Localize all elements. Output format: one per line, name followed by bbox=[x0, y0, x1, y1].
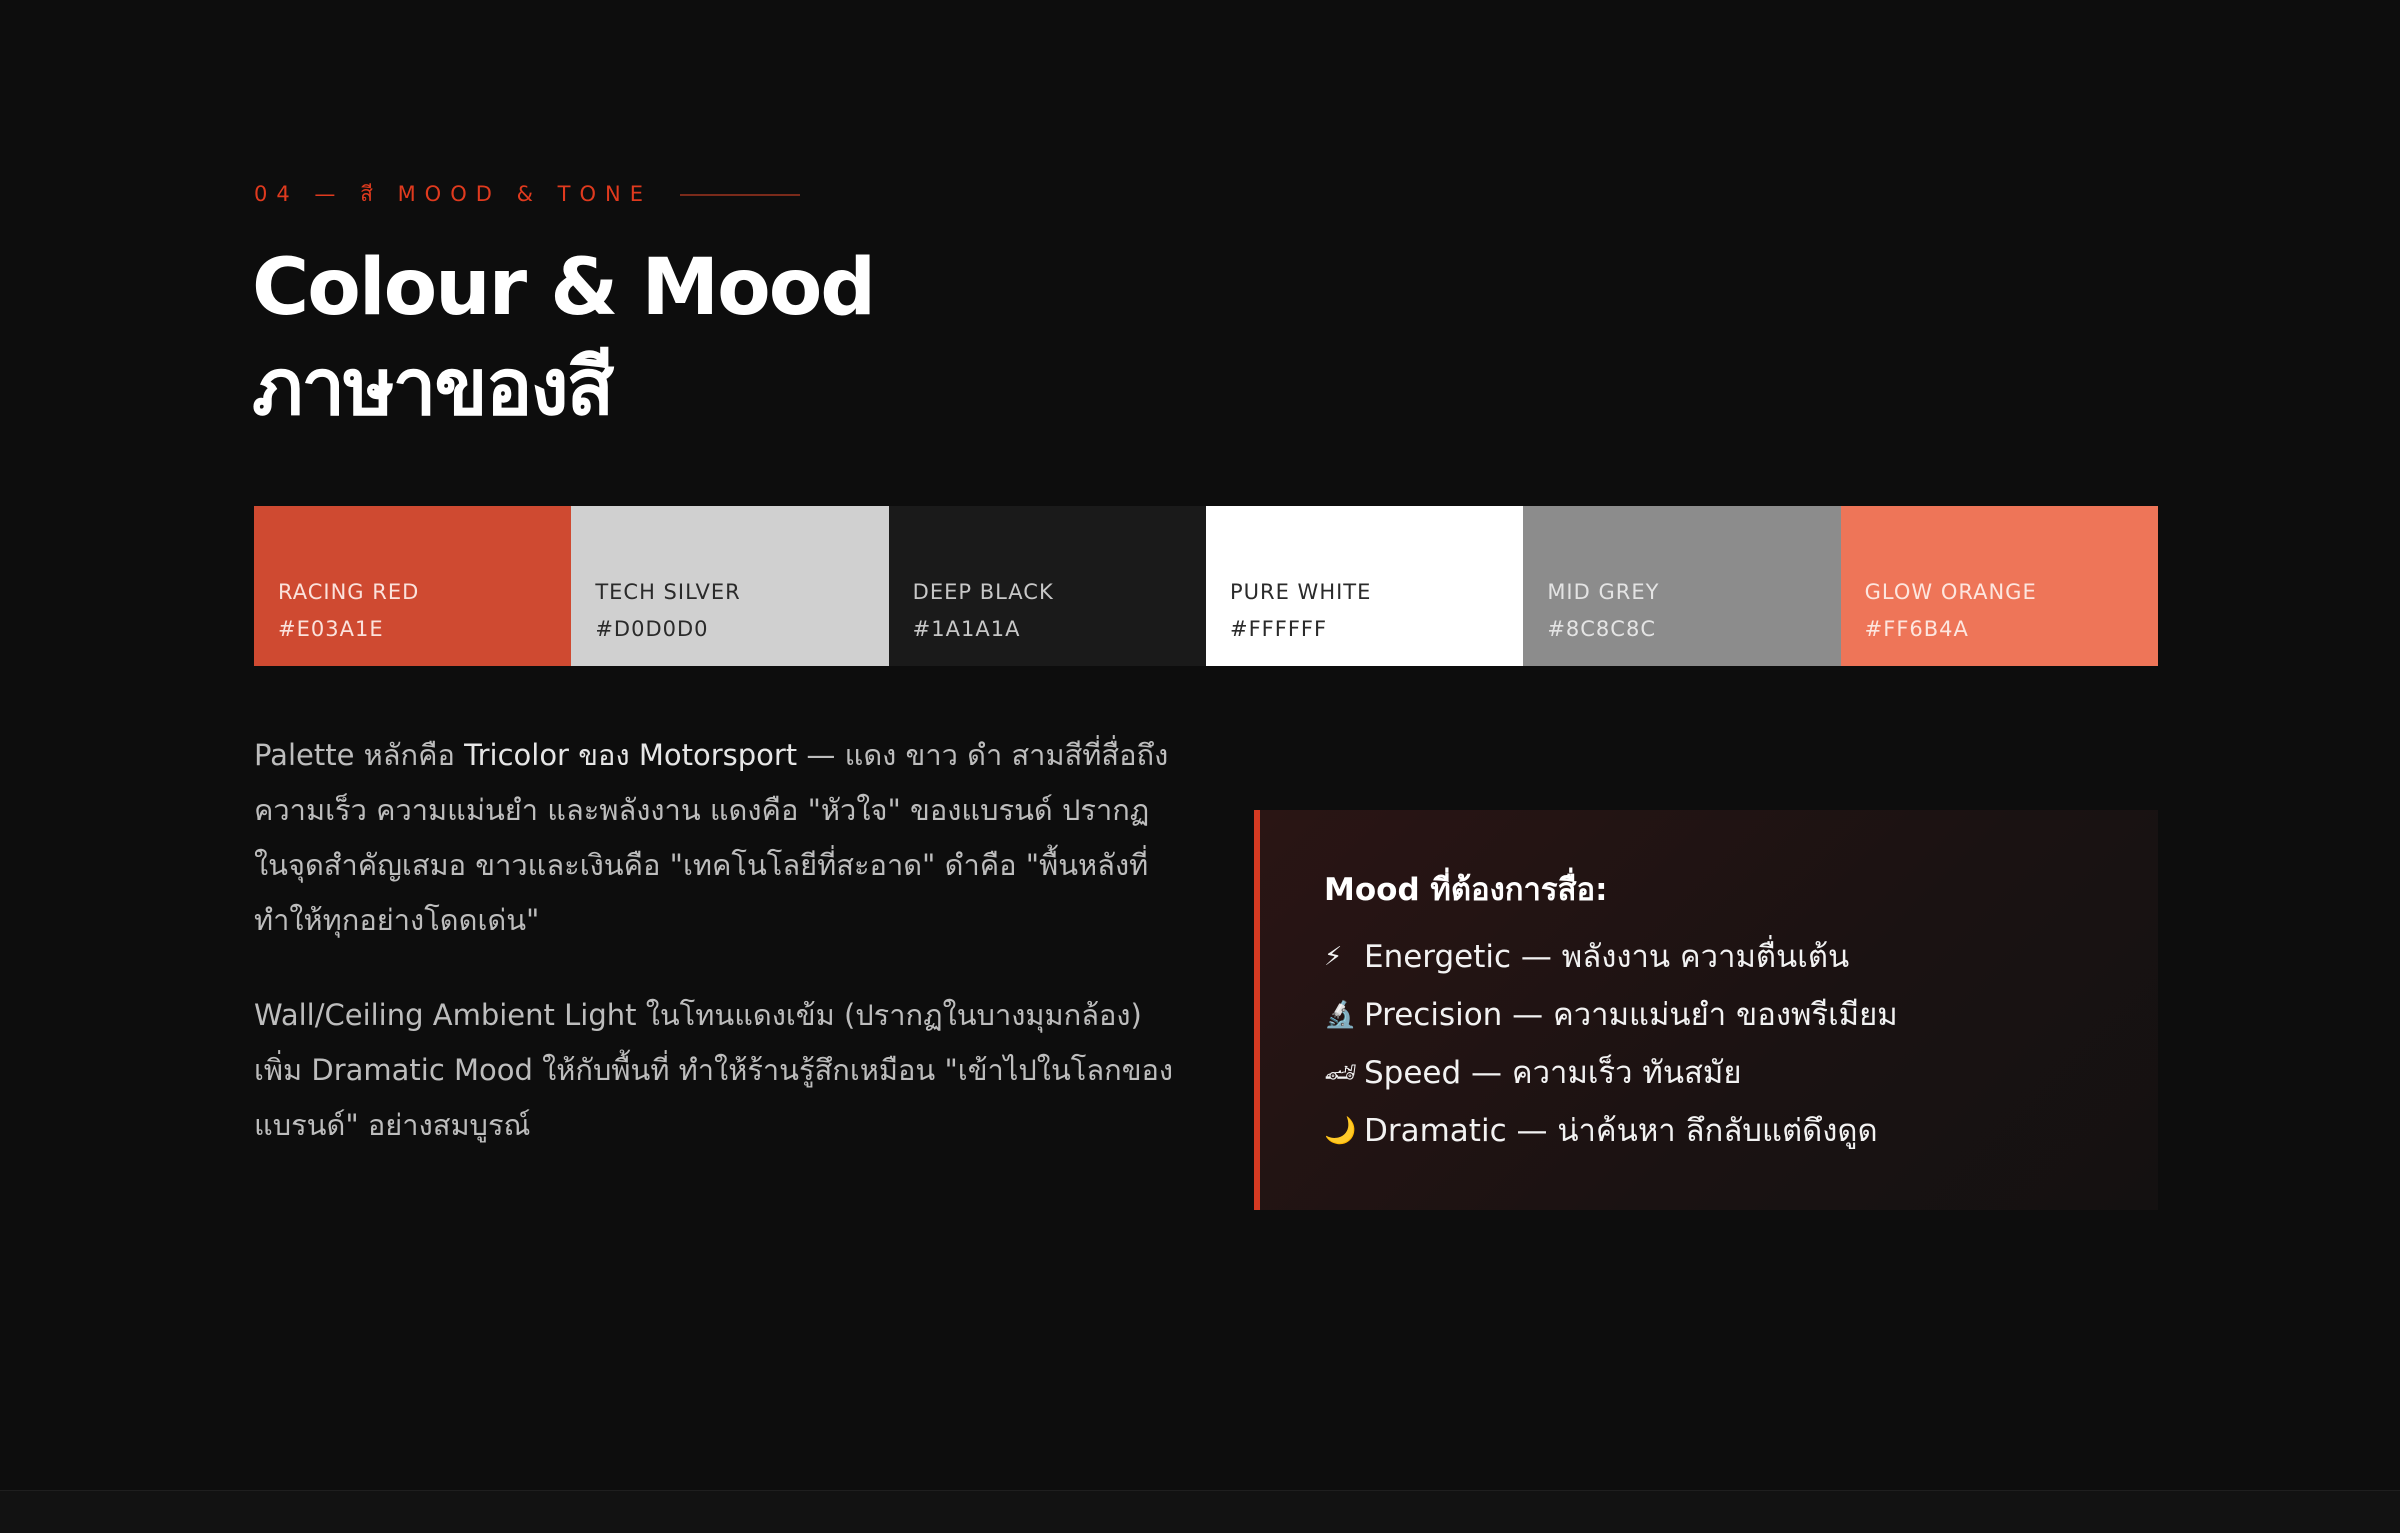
swatch-racing-red bbox=[254, 506, 571, 666]
eyebrow-label: 04 — สี MOOD & TONE bbox=[254, 182, 652, 206]
swatch-glow-orange bbox=[1841, 506, 2158, 666]
swatch-tech-silver bbox=[571, 506, 888, 666]
swatch-name: MID GREY bbox=[1547, 580, 1660, 604]
swatch-name: RACING RED bbox=[278, 580, 420, 604]
mood-item-speed bbox=[1324, 1044, 2158, 1102]
swatch-deep-black bbox=[889, 506, 1206, 666]
mood-item-label: Dramatic — น่าค้นหา ลึกลับแต่ดึงดูด bbox=[1364, 1113, 1878, 1149]
swatch-hex: #FFFFFF bbox=[1229, 617, 1328, 641]
race-car-icon: 🏎 bbox=[1324, 1058, 1358, 1088]
swatch-name: DEEP BLACK bbox=[912, 580, 1054, 604]
mood-card bbox=[1254, 810, 2158, 1210]
moon-icon: 🌙 bbox=[1324, 1116, 1357, 1146]
page-title bbox=[252, 238, 874, 438]
mood-item-label: Energetic — พลังงาน ความตื่นเต้น bbox=[1364, 939, 1850, 975]
swatch-name: PURE WHITE bbox=[1229, 580, 1372, 604]
microscope-icon: 🔬 bbox=[1324, 1000, 1357, 1030]
swatch-name: GLOW ORANGE bbox=[1864, 580, 2037, 604]
swatch-hex: #E03A1E bbox=[278, 617, 384, 641]
mood-item-dramatic bbox=[1324, 1102, 2158, 1160]
swatch-hex: #8C8C8C bbox=[1547, 617, 1656, 641]
body-paragraph-1 bbox=[254, 728, 1174, 948]
body-p1-rest: — แดง ขาว ดำ สามสีที่สื่อถึง ความเร็ว ความแม่นยำ และพลังงาน แดงคือ "หัวใจ" ของแบรนด์ ปรากฏในจุดสำคัญเสมอ ขาวและเงินคือ "เทคโนโลยีที่สะอาด" ดำคือ "พื้นหลังที่ทำให้ทุกอย่างโดดเด่น" bbox=[254, 738, 1169, 937]
mood-item-precision bbox=[1324, 986, 2158, 1044]
mood-title: Mood ที่ต้องการสื่อ: bbox=[1324, 872, 1608, 908]
swatch-name: TECH SILVER bbox=[595, 580, 741, 604]
swatch-mid-grey bbox=[1523, 506, 1840, 666]
swatch-hex: #FF6B4A bbox=[1864, 617, 1969, 641]
mood-item-energetic bbox=[1324, 928, 2158, 986]
body-p1-emphasis: Tricolor ของ Motorsport bbox=[464, 738, 798, 772]
section-eyebrow bbox=[254, 178, 800, 211]
body-paragraph-2: Wall/Ceiling Ambient Light ในโทนแดงเข้ม (ปรากฏในบางมุมกล้อง) เพิ่ม Dramatic Mood ให้กับพื้นที่ ทำให้ร้านรู้สึกเหมือน "เข้าไปในโลกของแบรนด์" อย่างสมบูรณ์ bbox=[254, 998, 1174, 1142]
eyebrow-divider bbox=[680, 194, 800, 196]
title-line-1: Colour & Mood bbox=[252, 243, 875, 333]
title-line-2: ภาษาของสี bbox=[252, 343, 613, 433]
swatch-hex: #1A1A1A bbox=[912, 617, 1021, 641]
swatch-pure-white bbox=[1206, 506, 1523, 666]
bottom-strip bbox=[0, 1490, 2400, 1533]
colour-palette bbox=[254, 506, 2158, 666]
body-text bbox=[254, 728, 1174, 1193]
body-p1-intro: Palette หลักคือ bbox=[254, 738, 465, 772]
mood-item-label: Precision — ความแม่นยำ ของพรีเมียม bbox=[1364, 997, 1898, 1033]
lightning-icon: ⚡ bbox=[1324, 942, 1343, 972]
swatch-hex: #D0D0D0 bbox=[595, 617, 709, 641]
mood-item-label: Speed — ความเร็ว ทันสมัย bbox=[1364, 1055, 1742, 1091]
